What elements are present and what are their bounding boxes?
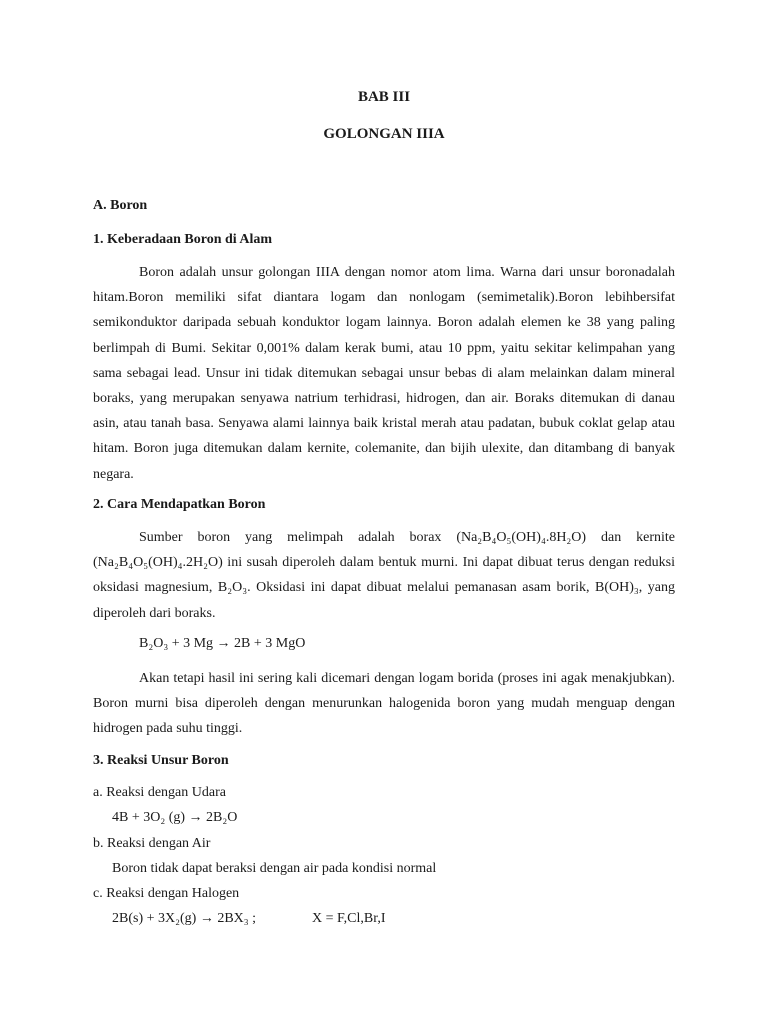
subsection-heading-cara: 2. Cara Mendapatkan Boron xyxy=(93,497,266,512)
reaction-item-detail: Boron tidak dapat beraksi dengan air pada kondisi normal xyxy=(112,861,437,876)
paragraph-keberadaan xyxy=(93,260,675,487)
paragraph-hasil xyxy=(93,666,675,742)
reaction-item-note: X = F,Cl,Br,I xyxy=(312,911,386,926)
chapter-subtitle: GOLONGAN IIIA xyxy=(323,126,445,142)
reaction-item-label: b. Reaksi dengan Air xyxy=(93,836,211,851)
paragraph-cara xyxy=(93,525,675,626)
paragraph-keberadaan-text: Boron adalah unsur golongan IIIA dengan nomor atom lima. Warna dari unsur boronadalah hitam.Boron memiliki sifat diantara logam dan nonlogam (semimetalik).Boron lebihbersifat semikonduktor daripada sebuah konduktor logam lainnya. Boron adalah elemen ke 38 yang paling berlimpah di Bumi. Sekitar 0,001% dalam kerak bumi, atau 10 ppm, yaitu sekitar kelimpahan yang sama sebagai lead. Unsur ini tidak ditemukan sebagai unsur bebas di alam melainkan dalam mineral boraks, yang merupakan senyawa natrium terhidrasi, hidrogen, dan air. Boraks ditemukan di danau asin, atau tanah basa. Senyawa alami lainnya baik kristal merah atau padatan, bubuk coklat gelap atau hitam. Boron juga ditemukan dalam kernite, colemanite, dan bijih ulexite, dan ditambang di banyak negara. xyxy=(93,265,675,482)
subsection-heading-reaksi: 3. Reaksi Unsur Boron xyxy=(93,753,229,768)
reaction-item-detail: 4B + 3O₂ (g) → 2B₂O xyxy=(112,810,238,825)
reaction-item-label: a. Reaksi dengan Udara xyxy=(93,785,226,800)
reaction-item-detail: 2B(s) + 3X₂(g) → 2BX₃ ; xyxy=(112,911,257,926)
reaction-item-label: c. Reaksi dengan Halogen xyxy=(93,886,240,901)
paragraph-hasil-text: Akan tetapi hasil ini sering kali dicemari dengan logam borida (proses ini agak menakjubkan). Boron murni bisa diperoleh dengan menurunkan halogenida boron yang mudah menguap dengan hidrogen pada suhu tinggi. xyxy=(93,671,675,737)
subsection-heading-keberadaan: 1. Keberadaan Boron di Alam xyxy=(93,232,273,247)
paragraph-cara-text: Sumber boron yang melimpah adalah borax (Na₂B₄O₅(OH)₄.8H₂O) dan kernite (Na₂B₄O₅(OH)₄.2H₂O) ini susah diperoleh dalam bentuk murni. Ini dapat dibuat terus dengan reduksi oksidasi magnesium, B₂O₃. Oksidasi ini dapat dibuat melalui pemanasan asam borik, B(OH)₃, yang diperoleh dari boraks. xyxy=(93,530,675,621)
chapter-title: BAB III xyxy=(357,89,411,105)
equation-reduction: B₂O₃ + 3 Mg → 2B + 3 MgO xyxy=(139,636,306,651)
section-heading-boron: A. Boron xyxy=(93,198,148,213)
